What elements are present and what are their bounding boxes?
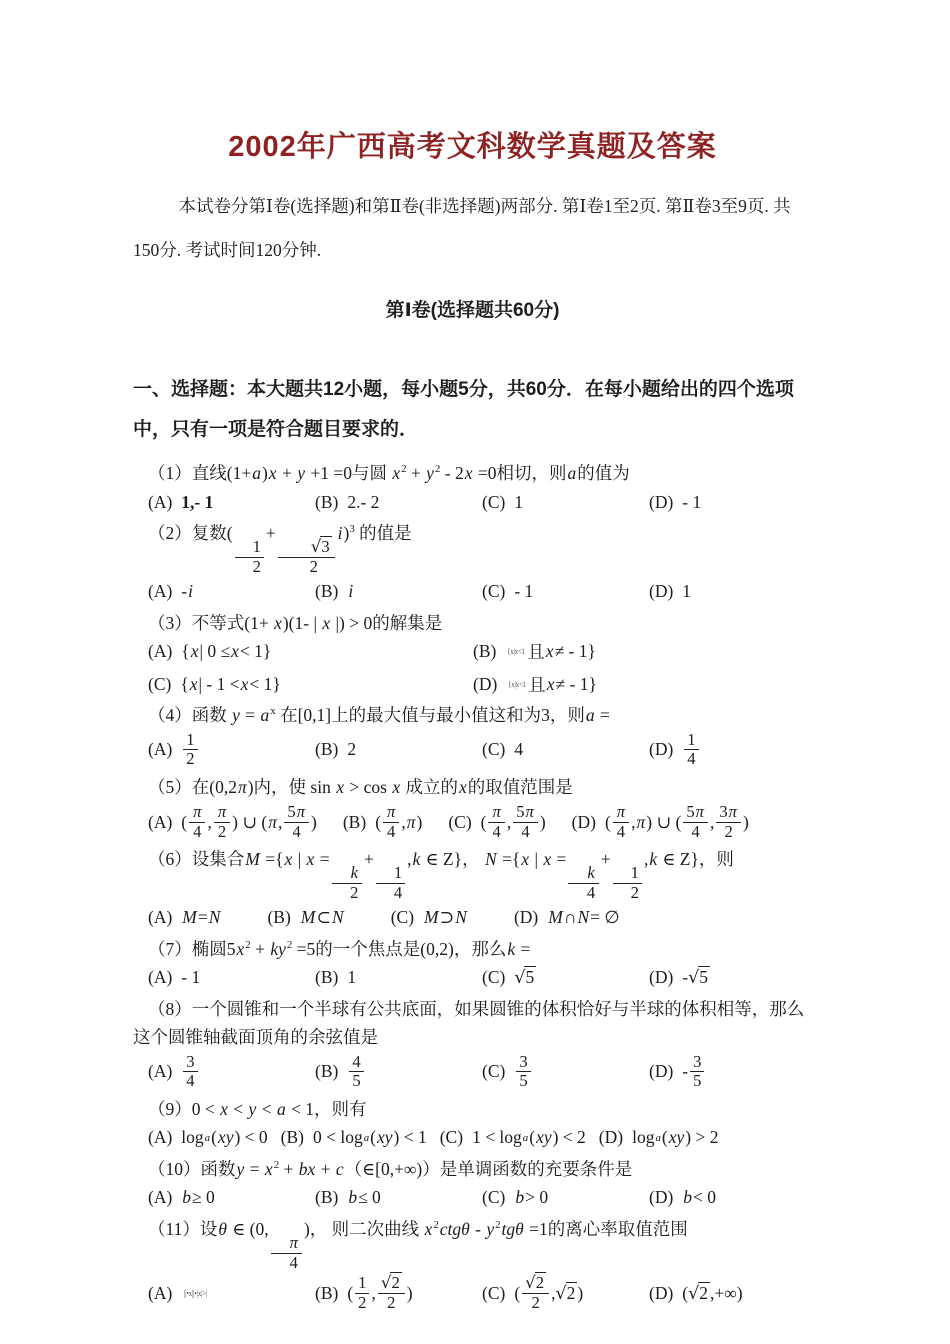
option-value: 2.- 2 [347, 491, 380, 512]
option-label: (B) [342, 811, 367, 832]
option-label: (A) [148, 1283, 173, 1303]
options-row [133, 965, 812, 991]
options-row [133, 579, 812, 605]
option-value: - √5 [682, 967, 709, 989]
option-value: b > 0 [515, 1187, 549, 1208]
option-value: ( π 4 , π ) [375, 801, 423, 841]
option-label: (A) [148, 1061, 173, 1082]
option-value: 1 [514, 491, 524, 512]
question-7 [133, 935, 812, 991]
option-value: M = N [182, 907, 221, 928]
option-value: {x|x<1 且 x ≠ - 1} [507, 640, 596, 662]
fraction: 3π 2 [716, 803, 741, 841]
option [448, 803, 545, 841]
option-label: (D) [598, 1127, 624, 1148]
option [343, 803, 422, 841]
option [572, 803, 749, 841]
option [649, 1053, 812, 1091]
options-row [133, 731, 812, 769]
option [482, 1187, 645, 1208]
question-stem: （10）函数$y = x^2$ + bx + c（∈[0,+∞)）是单调函数的充要条件是 [148, 1158, 633, 1179]
options-row [133, 1053, 812, 1091]
option [315, 739, 478, 760]
option [514, 907, 620, 928]
option [315, 1053, 478, 1091]
option [649, 581, 812, 602]
sqrt-radical: √3 [310, 537, 330, 557]
option-label: (D) [649, 967, 674, 988]
fraction: $\frac{k}{4}$ [568, 864, 598, 902]
option-value: log a ( xy ) > 2 [632, 1127, 719, 1148]
option [148, 1127, 268, 1148]
option [482, 581, 645, 602]
option-value: - 1 [181, 967, 201, 988]
option-value [514, 967, 536, 988]
question-stem: （6）设集合M ={x | x = $\frac{k}{2}$ + $\frac{1}{4}$ ,k ∈ Z}， N ={x | x = $\frac{k}{4}$ + $\frac{1}{2}$ ,k ∈ Z}，则 [148, 849, 734, 903]
question-stem: （7）椭圆$5x^2 + ky^2 =5$的一个焦点是(0,2)，那么k = [148, 938, 531, 959]
option-label: (B) [280, 1127, 304, 1148]
sqrt-radical: √2 [555, 1283, 576, 1304]
option-label: (B) [315, 1187, 339, 1208]
question-stem: （3）不等式(1+ x)(1- | x |) > 0的解集是 [148, 612, 443, 633]
option-label: (B) [315, 967, 339, 988]
option-value: M ⊃ N [424, 907, 467, 928]
option-value: 1 [347, 967, 357, 988]
option [649, 967, 812, 988]
option [482, 1053, 645, 1091]
question-stem: （4）函数 $y = a^x$ 在[0,1]上的最大值与最小值这和为3，则a = [148, 704, 610, 725]
option-value: ( π 4 , π ) ∪ ( 5π 4 , 3π 2 ) [604, 801, 749, 841]
option [315, 492, 478, 513]
option-label: (D) [649, 491, 674, 512]
intro-paragraph: 本试卷分第Ⅰ卷(选择题)和第Ⅱ卷(非选择题)两部分. 第Ⅰ卷1至2页. 第Ⅱ卷3至9页. 共150分. 考试时间120分钟. [133, 196, 791, 260]
option-label: (B) [315, 491, 339, 512]
option-label: (A) [148, 967, 173, 988]
option-label: (C) [482, 581, 506, 602]
sqrt-radical: √2 [525, 1273, 545, 1293]
option-label: (C) [439, 1127, 464, 1148]
option [267, 907, 344, 928]
question-10 [133, 1155, 812, 1211]
option-value: { x | 0 ≤ x < 1} [181, 640, 272, 661]
question-stem: （8）一个圆锥和一个半球有公共底面，如果圆锥的体积恰好与半球的体积相等，那么这个圆锥轴截面顶角的余弦值是 [133, 998, 805, 1047]
option-value: log a ( xy ) < 0 [181, 1127, 268, 1148]
option [148, 492, 311, 513]
options-row [133, 1125, 812, 1151]
option-value [181, 731, 199, 769]
option [649, 731, 812, 769]
option-value: {x|x<1 且 x ≠ - 1} [508, 673, 597, 695]
question-3 [133, 609, 812, 697]
fraction: 4 5 [349, 1053, 363, 1091]
option-label: (A) [148, 1127, 173, 1148]
option-value: ( 1 2 , √2 2 ) [347, 1273, 413, 1312]
option-value: M ∩ N = ∅ [548, 907, 620, 928]
option [148, 967, 311, 988]
question-5 [133, 773, 812, 841]
option-label: (C) [390, 907, 415, 928]
option-value: M ⊂ N [300, 907, 344, 928]
option-label: (A) [148, 581, 173, 602]
option-label: (B) [473, 640, 497, 661]
option-label: (D) [649, 581, 674, 602]
question-8 [133, 995, 812, 1091]
option [649, 492, 812, 513]
option-value: b < 0 [683, 1187, 717, 1208]
fraction: 1 2 [355, 1274, 369, 1312]
option [649, 1283, 812, 1304]
option [148, 1187, 311, 1208]
question-stem: （5）在(0,2π)内，使 sin x > cos x 成立的x的取值范围是 [148, 776, 573, 797]
option-label: (D) [649, 1283, 674, 1303]
option-value: b ≥ 0 [182, 1187, 215, 1208]
option-label: (C) [482, 1061, 506, 1082]
option-label: (D) [649, 1061, 674, 1082]
illegible-small-text: {x|x<1 [507, 646, 526, 656]
option-label: (B) [315, 1283, 339, 1303]
fraction: π 4 [189, 803, 205, 841]
options-row [133, 1185, 812, 1211]
questions [133, 459, 812, 1312]
question-6 [133, 845, 812, 931]
question-stem: （11）设θ ∈ (0, $\frac{\pi}{4}$ )， 则二次曲线 $x^2ctg\theta - y^2tg\theta =1$的离心率取值范围 [148, 1218, 688, 1272]
option [440, 1127, 586, 1148]
sqrt-radical: √2 [688, 1283, 709, 1304]
fraction: 5π 4 [683, 803, 708, 841]
fraction: 3 5 [516, 1053, 530, 1091]
option-label: (A) [148, 491, 173, 512]
option [649, 1187, 812, 1208]
option-label: (B) [267, 907, 291, 928]
option-label: (A) [148, 811, 173, 832]
option-value: 1 < log a ( xy ) < 2 [472, 1127, 586, 1148]
option [473, 639, 812, 664]
option-label: (D) [649, 739, 674, 760]
fraction: π 4 [383, 803, 399, 841]
option-value [181, 1053, 199, 1091]
option [148, 641, 473, 662]
option-value [514, 1053, 532, 1091]
options-row [133, 803, 812, 841]
option [148, 1283, 311, 1304]
instruction-heading: 一、选择题：本大题共12小题，每小题5分，共60分．在每小题给出的四个选项中，只有一项是符合题目要求的． [133, 378, 794, 441]
question-11 [133, 1215, 812, 1313]
option-label: (D) [513, 907, 539, 928]
option [315, 1187, 478, 1208]
option [482, 739, 645, 760]
sqrt-radical: √5 [514, 967, 535, 989]
option-value: i [348, 581, 354, 602]
option-value: { x | - 1 < x < 1} [180, 673, 281, 694]
section-heading: 第Ⅰ卷(选择题共60分) [385, 299, 560, 321]
option-value: ( π 4 , 5π 4 ) [480, 801, 546, 841]
option-label: (B) [315, 1061, 339, 1082]
option [482, 1274, 645, 1312]
option-label: (C) [482, 491, 506, 512]
fraction: √2 2 [378, 1274, 405, 1312]
fraction: $\frac{1}{2}$ [613, 864, 642, 902]
option [482, 967, 645, 988]
fraction: π 4 [613, 803, 629, 841]
fraction: $\frac{1}{2}$ [235, 538, 264, 576]
fraction: 1 4 [684, 731, 698, 769]
fraction: π 4 [488, 803, 504, 841]
option-label: (C) [482, 1187, 506, 1208]
fraction: $\frac{k}{2}$ [332, 864, 362, 902]
option-value: ( π 4 , π 2 ) ∪ ( π , 5π 4 ) [181, 801, 317, 841]
fraction: 3 4 [183, 1053, 197, 1091]
option-value: 0 < log a ( xy ) < 1 [313, 1127, 427, 1148]
option-value: 2 [347, 739, 357, 760]
option [391, 907, 468, 928]
options-row [133, 639, 812, 697]
option [473, 672, 812, 697]
option-label: (A) [148, 739, 173, 760]
option-value: 1,- 1 [181, 491, 214, 512]
option-value: ( √2 ,+∞) [682, 1283, 743, 1304]
option [148, 581, 311, 602]
option-label: (A) [148, 640, 173, 661]
option [148, 1053, 311, 1091]
illegible-small-text: ||•x||•|x|>| [184, 1289, 208, 1298]
question-stem: （2）复数( $\frac{1}{2}$ + $\frac{√3}{2}$ i)$^3$ 的值是 [148, 523, 412, 577]
options-row [133, 489, 812, 515]
option [148, 803, 317, 841]
option-value: 4 [514, 739, 524, 760]
question-stem: （9）0 < x < y < a < 1，则有 [148, 1098, 367, 1119]
option-value: - 1 [514, 581, 534, 602]
fraction: 1 2 [183, 731, 197, 769]
fraction: 5π 4 [284, 803, 309, 841]
question-9 [133, 1095, 812, 1151]
option [315, 1274, 478, 1312]
option-label: (A) [148, 1187, 173, 1208]
fraction: $\frac{\pi}{4}$ [271, 1234, 302, 1272]
option-label: (C) [482, 967, 506, 988]
option [315, 967, 478, 988]
fraction: π 2 [214, 803, 230, 841]
exam-title: 2002年广西高考文科数学真题及答案 [228, 131, 717, 163]
option-value: ( √2 2 , √2 ) [514, 1273, 584, 1312]
question-4 [133, 701, 812, 769]
option [599, 1127, 719, 1148]
option-label: (B) [315, 581, 339, 602]
option-label: (C) [448, 811, 472, 832]
option-label: (D) [649, 1187, 674, 1208]
option [148, 674, 473, 695]
fraction: $\frac{√3}{2}$ [278, 538, 335, 576]
option [482, 492, 645, 513]
fraction: 5π 4 [513, 803, 538, 841]
option [148, 731, 311, 769]
option-label: (B) [315, 739, 339, 760]
sqrt-radical: √5 [688, 967, 709, 989]
sqrt-radical: √2 [380, 1273, 400, 1293]
options-row [133, 1274, 812, 1312]
option-value: - 1 [682, 491, 702, 512]
option-value: - 3 5 [682, 1053, 706, 1091]
fraction: $\frac{1}{4}$ [376, 864, 405, 902]
fraction: √2 2 [522, 1274, 549, 1312]
option-label: (C) [482, 1283, 506, 1303]
option-label: (D) [571, 811, 596, 832]
option-label: (C) [148, 673, 172, 694]
question-stem: （1）直线(1+a)x + y +1 =0与圆 $x^2 + y^2 - 2x =0$相切，则a的值为 [148, 463, 630, 484]
option-value: 1 [682, 581, 692, 602]
option [148, 907, 221, 928]
option-label: (C) [482, 739, 506, 760]
question-2 [133, 519, 812, 605]
option [315, 581, 478, 602]
options-row [133, 905, 812, 931]
option-value [181, 1289, 210, 1298]
illegible-small-text: {x|x<1 [508, 679, 527, 689]
option [281, 1127, 427, 1148]
fraction: 3 5 [690, 1053, 704, 1091]
option-value: - i [181, 581, 193, 602]
option-value: b ≤ 0 [348, 1187, 381, 1208]
option-value [682, 731, 700, 769]
question-1 [133, 459, 812, 515]
option-label: (A) [148, 907, 173, 928]
option-value [347, 1053, 365, 1091]
option-label: (D) [473, 673, 498, 694]
